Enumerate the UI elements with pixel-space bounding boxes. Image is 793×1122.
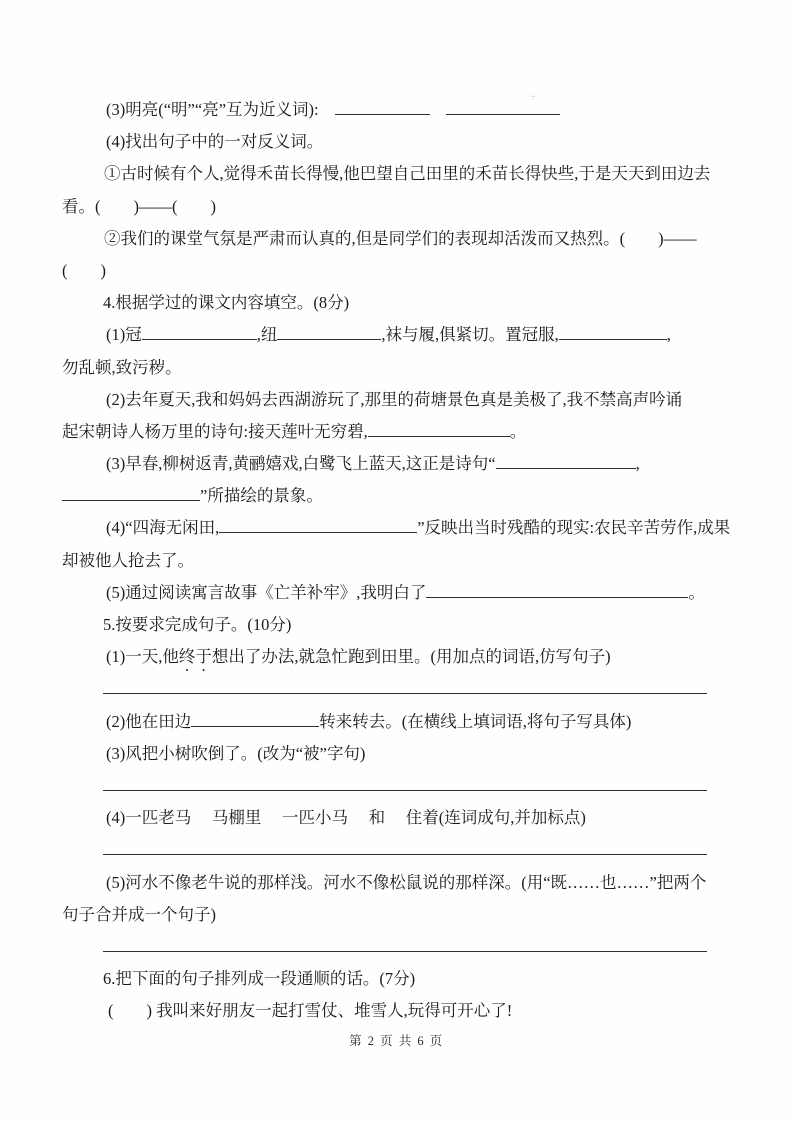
q4-item4-line1	[62, 512, 734, 544]
q4-item3-text1: (3)早春,柳树返青,黄鹂嬉戏,白鹭飞上蓝天,这正是诗句“	[106, 454, 496, 474]
q4-item4-text1: (4)“四海无闲田,	[106, 518, 220, 538]
q4-item2-text2: 起宋朝诗人杨万里的诗句:接天莲叶无穷碧,	[62, 421, 368, 441]
q3-sub1-line1	[62, 158, 734, 190]
answer-rule-line	[62, 673, 734, 705]
q6-item1-line	[62, 995, 734, 1027]
q5-item5-text1: (5)河水不像老牛说的那样浅。河水不像松鼠说的那样深。(用“既……也……”把两个	[106, 872, 707, 892]
q3-sub2-line2	[62, 255, 734, 287]
answer-blank	[103, 677, 707, 695]
answer-blank	[142, 322, 257, 340]
q4-item1-text3: ,袜与履,俱紧切。置冠服,	[381, 325, 559, 345]
q5-item5-line2	[62, 899, 734, 931]
q4-item1-text2: ,纽	[256, 325, 278, 345]
q5-item2-text1: (2)他在田边	[106, 711, 192, 731]
answer-blank	[559, 322, 667, 340]
q3-sub1-text1: ①古时候有个人,觉得禾苗长得慢,他巴望自己田里的禾苗长得快些,于是天天到田边去	[104, 164, 711, 184]
answer-blank	[335, 97, 430, 115]
q5-item4-text: (4)一匹老马 马棚里 一匹小马 和 住着(连词成句,并加标点)	[106, 808, 586, 828]
q3-item4-line	[62, 126, 734, 158]
q4-item3-text2: ,	[635, 454, 640, 474]
q3-sub2-text2: ( )	[62, 260, 106, 280]
answer-blank	[103, 837, 707, 855]
q4-item3-line2	[62, 480, 734, 512]
answer-blank	[368, 419, 510, 437]
answer-blank	[426, 580, 688, 598]
q5-header-text: 5.按要求完成句子。(10分)	[103, 615, 292, 634]
q5-item2-text2: 转来转去。(在横线上填词语,将句子写具体)	[319, 711, 632, 731]
q4-item1-text4: ,	[666, 325, 671, 345]
answer-rule-line	[62, 931, 734, 963]
q5-header	[62, 609, 734, 641]
q5-item1-line	[62, 641, 734, 673]
answer-rule-line	[62, 834, 734, 866]
q3-item4-text: (4)找出句子中的一对反义词。	[106, 132, 324, 152]
q5-item4-line	[62, 802, 734, 834]
q4-item4-text3: 却被他人抢去了。	[62, 550, 194, 570]
q5-item1-emphasized-word: 终于	[178, 647, 212, 667]
q4-item5-line	[62, 577, 734, 609]
q4-item2-line2	[62, 416, 734, 448]
q5-item3-text: (3)风把小树吹倒了。(改为“被”字句)	[106, 743, 366, 763]
q4-header	[62, 287, 734, 319]
q3-sub2-text1: ②我们的课堂气氛是严肃而认真的,但是同学们的表现却活泼而又热烈。( )——	[104, 228, 697, 248]
q4-item3-text3: ”所描绘的景象。	[200, 486, 323, 506]
q4-item1-line1	[62, 319, 734, 351]
q5-item5-line1	[62, 867, 734, 899]
answer-rule-line	[62, 770, 734, 802]
q3-sub1-text2: 看。( )——( )	[62, 196, 216, 216]
answer-blank	[62, 483, 200, 501]
q4-item4-line2	[62, 545, 734, 577]
q5-item1-post: 想出了办法,就急忙跑到田里。(用加点的词语,仿写句子)	[211, 647, 611, 667]
answer-blank	[103, 773, 707, 791]
smudge-artifact: ÷	[531, 92, 536, 102]
q4-item1-text5: 勿乱顿,致污秽。	[62, 357, 182, 377]
page-footer: 第 2 页 共 6 页	[349, 1034, 444, 1048]
q4-item2-text1: (2)去年夏天,我和妈妈去西湖游玩了,那里的荷塘景色真是美极了,我不禁高声吟诵	[106, 389, 683, 409]
q5-item5-text2: 句子合并成一个句子)	[62, 904, 216, 924]
answer-blank	[191, 709, 319, 727]
q3-item3-line	[62, 94, 734, 126]
q4-item1-text1: (1)冠	[106, 325, 142, 345]
q6-item1-text: ( ) 我叫来好朋友一起打雪仗、堆雪人,玩得可开心了!	[108, 1001, 513, 1021]
exam-content	[62, 94, 734, 1027]
q6-header-text: 6.把下面的句子排列成一段通顺的话。(7分)	[103, 969, 416, 989]
q4-item5-text1: (5)通过阅读寓言故事《亡羊补牢》,我明白了	[106, 582, 427, 602]
q3-sub1-line2	[62, 191, 734, 223]
q4-item3-line1	[62, 448, 734, 480]
q4-item2-line1	[62, 384, 734, 416]
answer-blank	[277, 322, 381, 340]
q6-header	[62, 963, 734, 995]
q4-item1-line2	[62, 352, 734, 384]
q4-item4-text2: ”反映出当时残酷的现实:农民辛苦劳作,成果	[417, 518, 731, 538]
q4-item5-text2: 。	[688, 582, 705, 602]
q4-item2-text3: 。	[509, 421, 527, 441]
answer-blank	[496, 451, 636, 469]
q3-item3-text: (3)明亮(“明”“亮”互为近义词):	[106, 100, 319, 119]
q4-header-text: 4.根据学过的课文内容填空。(8分)	[103, 293, 350, 313]
q3-sub2-line1	[62, 223, 734, 255]
q5-item1-pre: (1)一天,他	[106, 647, 179, 667]
answer-blank	[219, 516, 417, 534]
answer-blank	[103, 934, 707, 952]
answer-blank	[446, 97, 560, 115]
q5-item3-line	[62, 738, 734, 770]
q5-item2-line	[62, 706, 734, 738]
